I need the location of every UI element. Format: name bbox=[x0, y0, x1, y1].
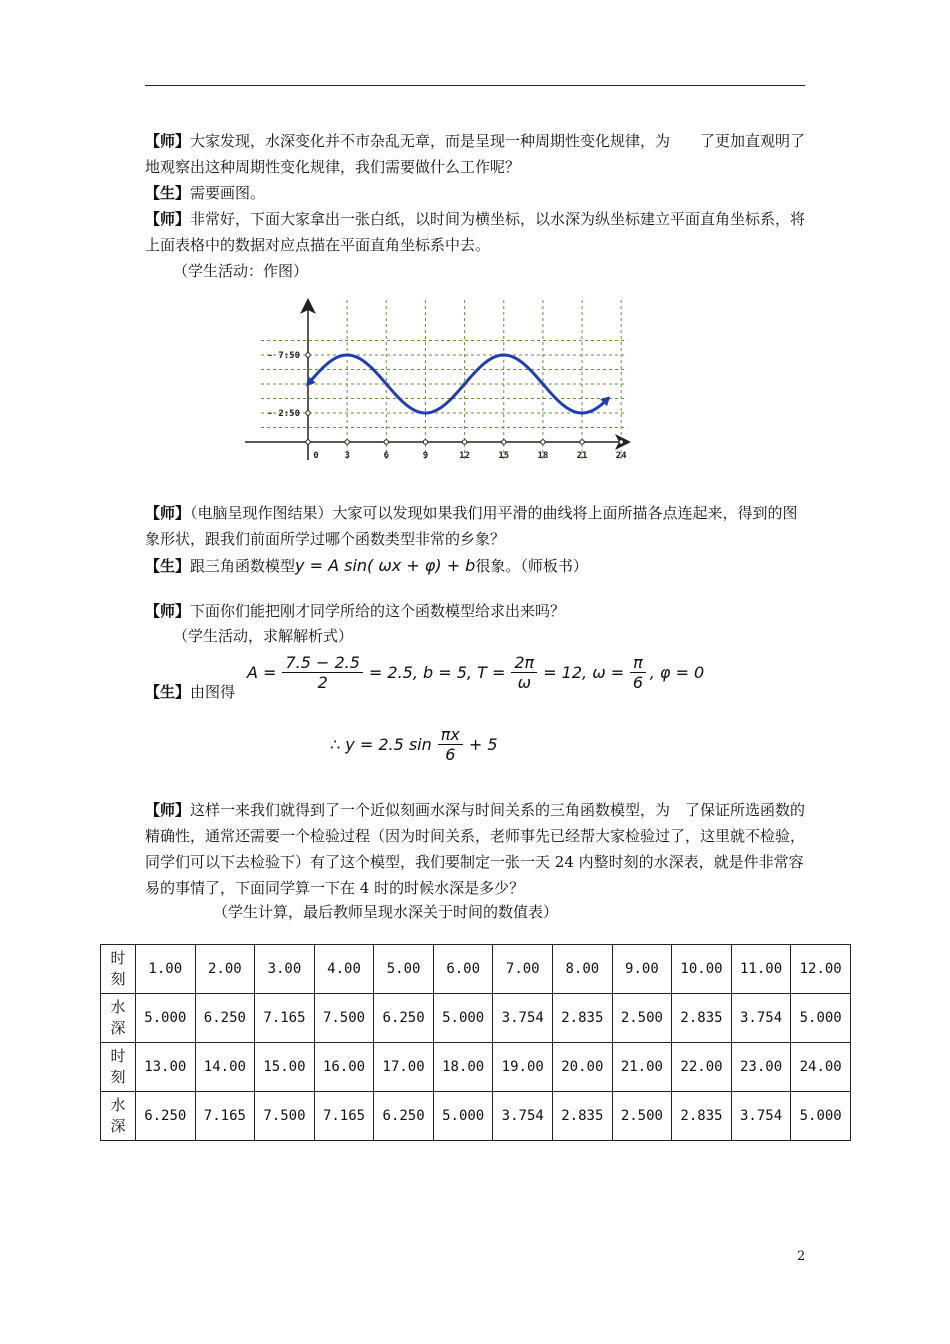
paragraph-student-2: 【生】跟三角函数模型y = A sin( ωx + φ) + b很象。（师板书） bbox=[145, 556, 588, 575]
table-cell: 6.250 bbox=[195, 994, 255, 1043]
row-header: 时 刻 bbox=[101, 1043, 136, 1092]
table-cell: 7.165 bbox=[195, 1092, 255, 1141]
x-tick-mark bbox=[580, 440, 584, 444]
table-cell: 15.00 bbox=[255, 1043, 315, 1092]
table-cell: 2.835 bbox=[553, 1092, 613, 1141]
x-tick-mark bbox=[384, 440, 388, 444]
x-tick-label: 3 bbox=[344, 451, 350, 461]
formula-parameters: A = $\frac{7.5 - 2.5}{2}$ = 2.5, b = 5, T = $\frac{2\pi}{\omega}$ = 12, ω = $\frac{\pi}{6}$ , φ = 0 bbox=[247, 652, 705, 692]
data-point bbox=[502, 353, 505, 356]
x-tick-label: 15 bbox=[498, 451, 510, 461]
table-cell: 5.00 bbox=[374, 945, 434, 994]
x-tick-label: 12 bbox=[459, 451, 471, 461]
x-tick-mark bbox=[541, 440, 545, 444]
water-depth-table bbox=[100, 944, 851, 1141]
x-tick-mark bbox=[502, 440, 506, 444]
data-point bbox=[607, 397, 610, 400]
y-tick-mark bbox=[306, 353, 310, 357]
table-cell: 9.00 bbox=[612, 945, 672, 994]
sine-chart bbox=[243, 294, 633, 464]
table-cell: 22.00 bbox=[672, 1043, 732, 1092]
data-point bbox=[385, 382, 388, 385]
table-cell: 5.000 bbox=[136, 994, 196, 1043]
table-cell: 12.00 bbox=[791, 945, 851, 994]
header-rule bbox=[145, 85, 805, 86]
paragraph-teacher-2: 【师】非常好，下面大家拿出一张白纸，以时间为横坐标，以水深为纵坐标建立平面直角坐标系，将上面表格中的数据对应点描在平面直角坐标系中去。 bbox=[145, 210, 806, 254]
x-tick-mark bbox=[306, 440, 310, 444]
speaker-tag: 【生】 bbox=[145, 184, 191, 202]
table-cell: 6.00 bbox=[433, 945, 493, 994]
speaker-tag: 【师】 bbox=[145, 602, 191, 620]
table-cell: 7.00 bbox=[493, 945, 553, 994]
y-tick-label: - 7:50 bbox=[267, 351, 300, 361]
x-tick-label: 0 bbox=[313, 451, 319, 461]
x-tick-mark bbox=[619, 440, 623, 444]
formula-result: ∴ y = 2.5 sin πx 6 + 5 bbox=[330, 724, 498, 764]
table-cell: 7.165 bbox=[255, 994, 315, 1043]
x-tick-label: 24 bbox=[615, 451, 627, 461]
speaker-tag: 【师】 bbox=[145, 210, 191, 228]
table-cell: 2.835 bbox=[672, 994, 732, 1043]
x-tick-label: 18 bbox=[537, 451, 549, 461]
paragraph-teacher-1: 【师】大家发现，水深变化并不市杂乱无章，而是呈现一种周期性变化规律，为 了更加直观明了地观察出这种周期性变化规律，我们需要做什么工作呢？ bbox=[145, 132, 806, 176]
table-cell: 3.754 bbox=[493, 1092, 553, 1141]
table-cell: 2.835 bbox=[553, 994, 613, 1043]
paragraph-teacher-5: 【师】这样一来我们就得到了一个近似刻画水深与时间关系的三角函数模型，为 了保证所选函数的精确性，通常还需要一个检验过程（因为时间关系，老师事先已经帮大家检验过了，这里就不检验，同学们可以下去检验下）有了这个模型，我们要制定一张一天 24 内整时刻的水深表，就是件非常容易的事情了，下面同学算一下在 4 时的时候水深是多少？ bbox=[145, 801, 806, 897]
data-point bbox=[306, 382, 309, 385]
table-cell: 1.00 bbox=[136, 945, 196, 994]
table-cell: 19.00 bbox=[493, 1043, 553, 1092]
table-cell: 18.00 bbox=[433, 1043, 493, 1092]
row-header: 水 深 bbox=[101, 1092, 136, 1141]
table-cell: 7.165 bbox=[314, 1092, 374, 1141]
table-cell: 3.754 bbox=[493, 994, 553, 1043]
table-cell: 11.00 bbox=[731, 945, 791, 994]
x-tick-mark bbox=[345, 440, 349, 444]
table-cell: 16.00 bbox=[314, 1043, 374, 1092]
speaker-tag: 【师】 bbox=[145, 504, 191, 522]
table-row bbox=[101, 945, 851, 994]
x-tick-label: 6 bbox=[383, 451, 390, 461]
table-cell: 2.835 bbox=[672, 1092, 732, 1141]
data-point bbox=[580, 411, 583, 414]
data-point bbox=[424, 411, 427, 414]
paragraph-teacher-3: 【师】（电脑呈现作图结果）大家可以发现如果我们用平滑的曲线将上面所描各点连起来，得到的图象形状，跟我们前面所学过哪个函数类型非常的乡象？ bbox=[145, 504, 798, 548]
table-cell: 13.00 bbox=[136, 1043, 196, 1092]
table-cell: 10.00 bbox=[672, 945, 732, 994]
data-point bbox=[463, 382, 466, 385]
table-row bbox=[101, 994, 851, 1043]
table-cell: 7.500 bbox=[314, 994, 374, 1043]
table-cell: 17.00 bbox=[374, 1043, 434, 1092]
data-point bbox=[346, 353, 349, 356]
paragraph-student-1: 【生】需要画图。 bbox=[145, 184, 266, 202]
y-tick-label: - 2:50 bbox=[267, 409, 300, 419]
table-cell: 3.754 bbox=[731, 994, 791, 1043]
row-header: 时 刻 bbox=[101, 945, 136, 994]
table-cell: 14.00 bbox=[195, 1043, 255, 1092]
table-cell: 6.250 bbox=[136, 1092, 196, 1141]
paragraph-teacher-4: 【师】下面你们能把刚才同学所给的这个函数模型给求出来吗？ bbox=[145, 602, 566, 620]
table-cell: 2.500 bbox=[612, 994, 672, 1043]
table-cell: 6.250 bbox=[374, 1092, 434, 1141]
table-cell: 6.250 bbox=[374, 994, 434, 1043]
table-cell: 5.000 bbox=[433, 1092, 493, 1141]
table-cell: 23.00 bbox=[731, 1043, 791, 1092]
table-cell: 7.500 bbox=[255, 1092, 315, 1141]
data-point bbox=[541, 382, 544, 385]
table-cell: 8.00 bbox=[553, 945, 613, 994]
student-activity-note-2: （学生活动，求解解析式） bbox=[173, 627, 354, 645]
model-formula: y = A sin( ωx + φ) + b bbox=[295, 556, 476, 575]
table-cell: 5.000 bbox=[433, 994, 493, 1043]
table-row bbox=[101, 1043, 851, 1092]
table-cell: 21.00 bbox=[612, 1043, 672, 1092]
table-cell: 2.500 bbox=[612, 1092, 672, 1141]
x-tick-label: 21 bbox=[576, 451, 588, 461]
table-cell: 5.000 bbox=[791, 994, 851, 1043]
table-cell: 2.00 bbox=[195, 945, 255, 994]
table-cell: 4.00 bbox=[314, 945, 374, 994]
x-tick-label: 9 bbox=[422, 451, 429, 461]
table-intro-note: （学生计算，最后教师呈现水深关于时间的数值表） bbox=[213, 903, 559, 921]
paragraph-student-3: 【生】由图得 bbox=[145, 683, 236, 701]
speaker-tag: 【生】 bbox=[145, 683, 191, 701]
table-cell: 24.00 bbox=[791, 1043, 851, 1092]
table-cell: 5.000 bbox=[791, 1092, 851, 1141]
speaker-tag: 【师】 bbox=[145, 801, 191, 819]
table-row bbox=[101, 1092, 851, 1141]
y-tick-mark bbox=[306, 411, 310, 415]
table-cell: 3.754 bbox=[731, 1092, 791, 1141]
table-cell: 3.00 bbox=[255, 945, 315, 994]
student-activity-note: （学生活动：作图） bbox=[173, 262, 309, 280]
table-cell: 20.00 bbox=[553, 1043, 613, 1092]
speaker-tag: 【师】 bbox=[145, 132, 191, 150]
page-number: 2 bbox=[797, 1249, 806, 1264]
speaker-tag: 【生】 bbox=[145, 557, 191, 575]
x-tick-mark bbox=[462, 440, 466, 444]
row-header: 水 深 bbox=[101, 994, 136, 1043]
x-tick-mark bbox=[423, 440, 427, 444]
